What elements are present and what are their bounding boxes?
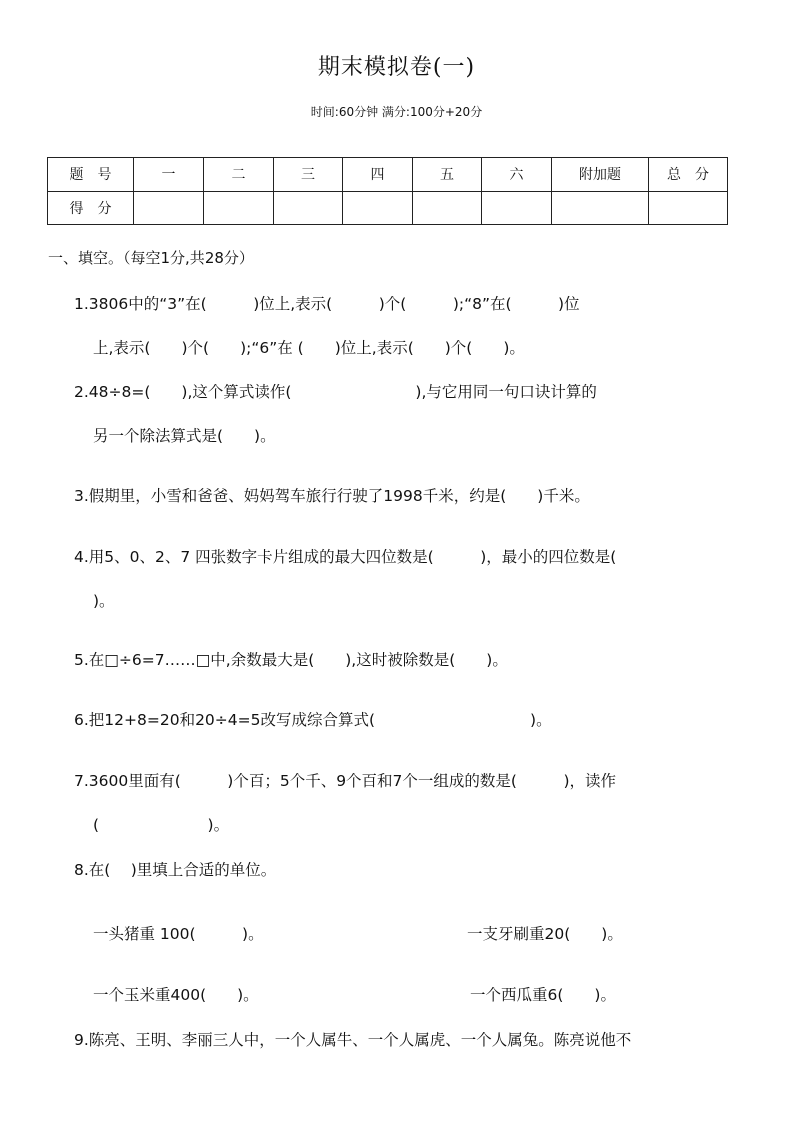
question-9-line-1: 9.陈亮、王明、李丽三人中，一个人属牛、一个人属虎、一个人属兔。陈亮说他不: [74, 1031, 632, 1049]
question-4-line-1: 4.用5、0、2、7 四张数字卡片组成的最大四位数是( )，最小的四位数是(: [74, 548, 617, 566]
question-8: 8.在( )里填上合适的单位。: [74, 861, 277, 879]
header-cell: 题 号: [48, 158, 134, 192]
score-cell[interactable]: [482, 191, 552, 225]
question-7-line-1: 7.3600里面有( )个百；5个千、9个百和7个一组成的数是( )，读作: [74, 772, 617, 790]
question-3: 3.假期里，小雪和爸爸、妈妈驾车旅行行驶了1998千米，约是( )千米。: [74, 487, 590, 505]
header-cell: 六: [482, 158, 552, 192]
score-cell[interactable]: [134, 191, 204, 225]
question-4-line-2: )。: [93, 592, 115, 610]
header-cell: 总 分: [649, 158, 728, 192]
score-cell[interactable]: [343, 191, 413, 225]
exam-info: 时间:60分钟 满分:100分+20分: [310, 105, 483, 119]
score-table: [47, 157, 728, 225]
header-cell: 五: [413, 158, 482, 192]
score-cell[interactable]: [204, 191, 274, 225]
header-cell: 二: [204, 158, 274, 192]
question-7-line-2: ( )。: [93, 816, 230, 834]
score-cell[interactable]: [649, 191, 728, 225]
header-cell: 一: [134, 158, 204, 192]
question-8-item-d: 一个西瓜重6( )。: [470, 986, 616, 1004]
score-cell[interactable]: [413, 191, 482, 225]
question-8-item-c: 一个玉米重400( )。: [93, 986, 259, 1004]
header-cell: 三: [274, 158, 343, 192]
header-cell: 附加题: [552, 158, 649, 192]
question-2-line-2: 另一个除法算式是( )。: [93, 427, 276, 445]
score-table-header-row: [48, 158, 728, 192]
question-5: 5.在□÷6=7……□中,余数最大是( ),这时被除数是( )。: [74, 651, 508, 669]
question-6: 6.把12+8=20和20÷4=5改写成综合算式( )。: [74, 711, 552, 729]
score-label-cell: 得 分: [48, 191, 134, 225]
question-8-item-a: 一头猪重 100( )。: [93, 925, 264, 943]
score-table-score-row: [48, 191, 728, 225]
header-cell: 四: [343, 158, 413, 192]
question-1-line-2: 上,表示( )个( );“6”在 ( )位上,表示( )个( )。: [93, 339, 525, 357]
score-cell[interactable]: [274, 191, 343, 225]
question-1-line-1: 1.3806中的“3”在( )位上,表示( )个( );“8”在( )位: [74, 295, 580, 313]
score-cell[interactable]: [552, 191, 649, 225]
question-8-item-b: 一支牙刷重20( )。: [467, 925, 623, 943]
page-title: 期末模拟卷(一): [317, 55, 476, 80]
section-heading: 一、填空。（每空1分,共28分）: [48, 249, 254, 267]
question-2-line-1: 2.48÷8=( ),这个算式读作( ),与它用同一句口诀计算的: [74, 383, 597, 401]
